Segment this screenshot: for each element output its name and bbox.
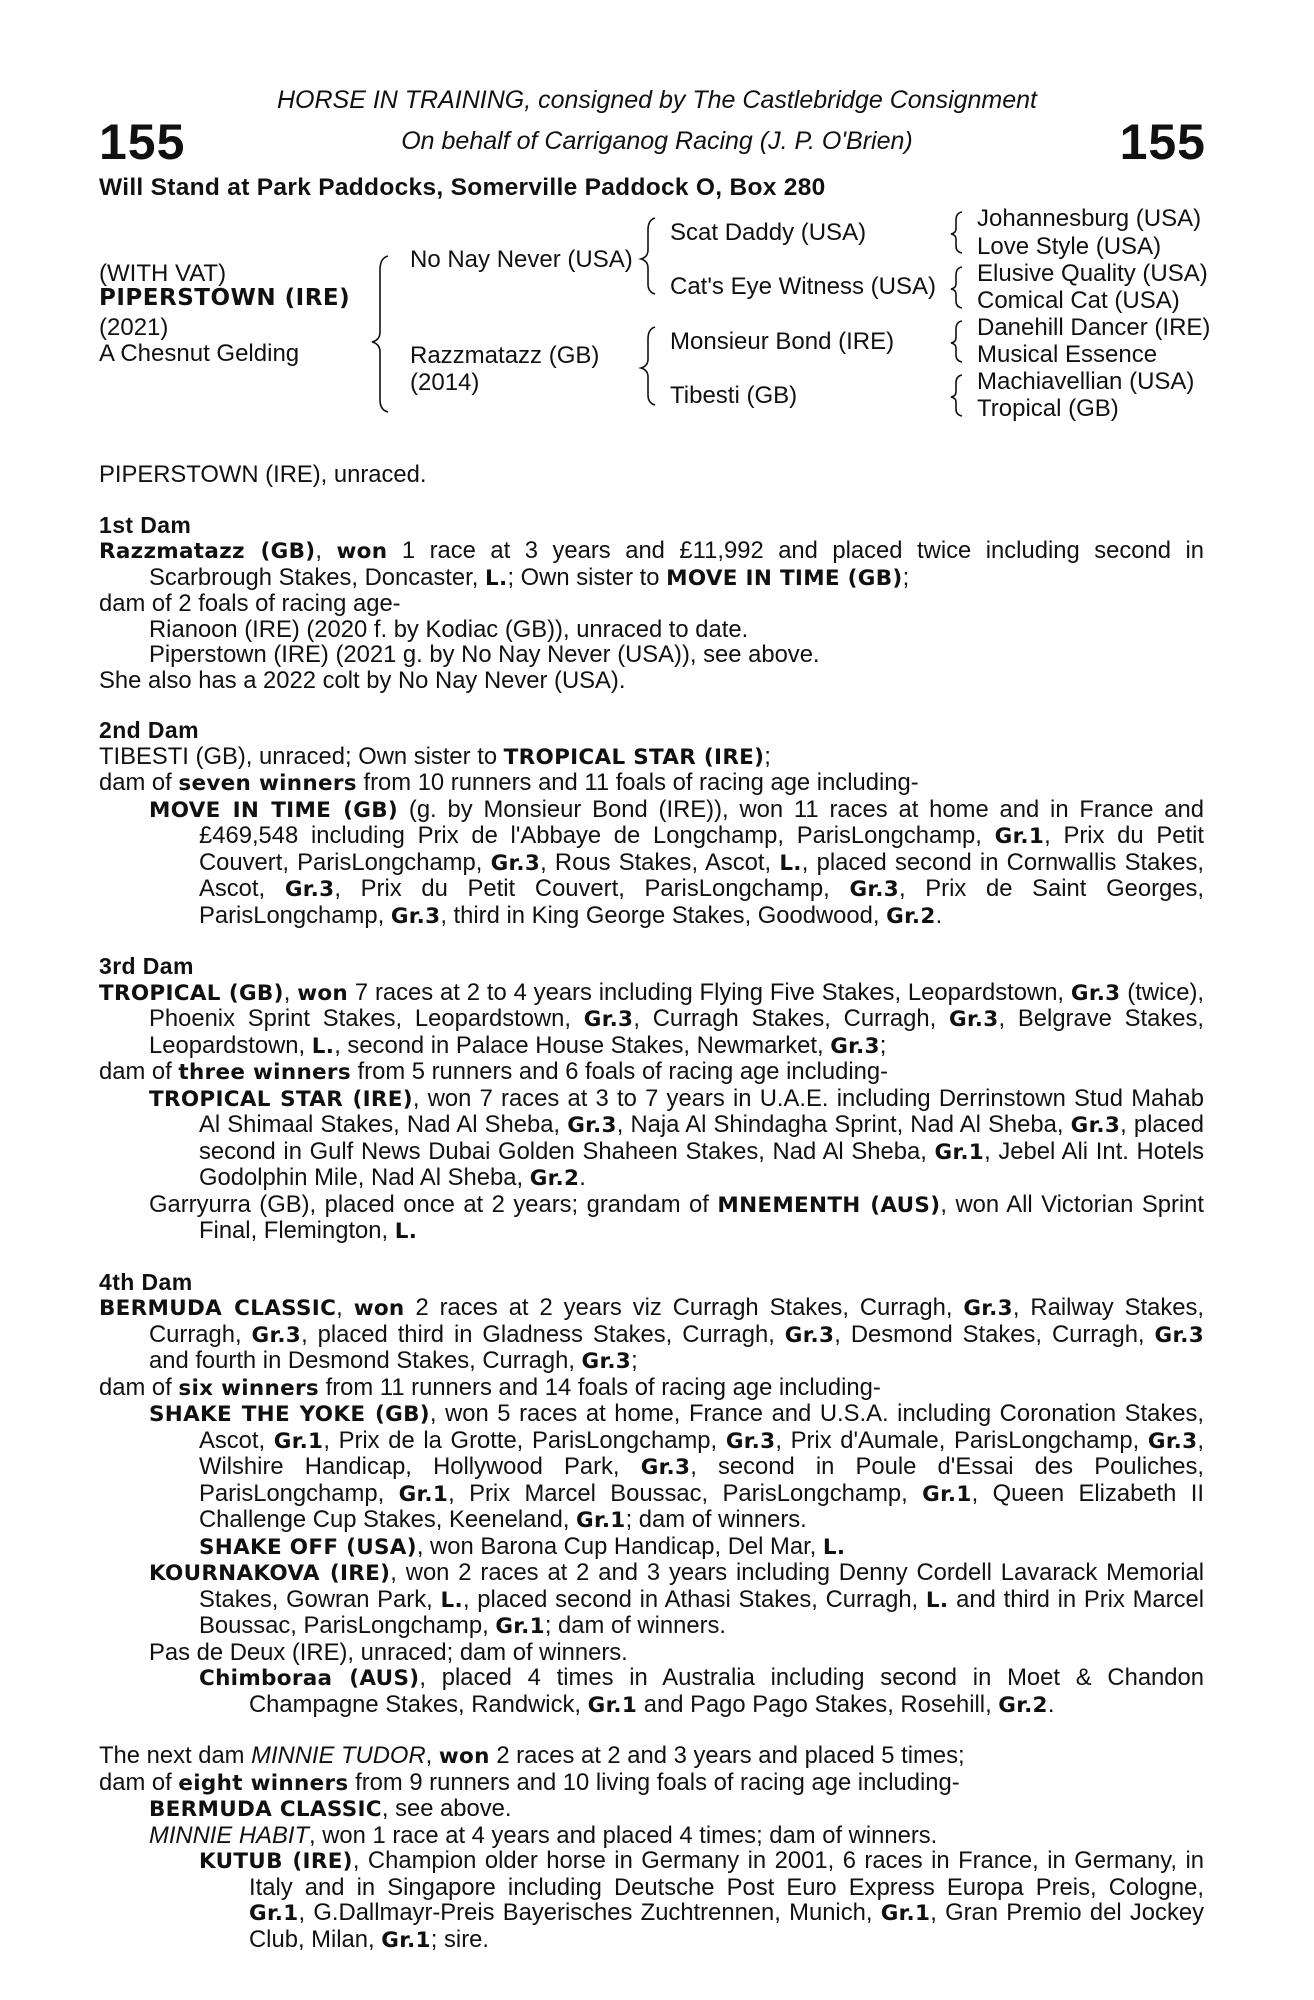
sire-dam: Cat's Eye Witness (USA) <box>670 273 936 300</box>
dam1-foal-2: Piperstown (IRE) (2021 g. by No Nay Never (USA)), see above. <box>149 641 820 668</box>
chimboraa-entry: Chimboraa (AUS), placed 4 times in Australia including second in Moet & Chandon Champagne Stakes, Randwick, Gr.1 and Pago Pago Stakes, Rosehill, Gr.2. <box>199 1664 1204 1718</box>
dam2-produce: dam of seven winners from 10 runners and 11 foals of racing age including- <box>99 769 919 796</box>
shake-off-entry: SHAKE OFF (USA), won Barona Cup Handicap, Del Mar, L. <box>199 1532 846 1560</box>
next-dam-record: The next dam MINNIE TUDOR, won 2 races at 2 and 3 years and placed 5 times; <box>99 1742 965 1769</box>
dam2-heading: 2nd Dam <box>99 717 199 743</box>
dam4-heading: 4th Dam <box>99 1268 193 1295</box>
dam1-colt: She also has a 2022 colt by No Nay Never (USA). <box>99 666 626 694</box>
dam4-produce: dam of six winners from 11 runners and 14 foals of racing age including- <box>99 1373 881 1401</box>
dam4-record: BERMUDA CLASSIC, won 2 races at 2 years viz Curragh Stakes, Curragh, Gr.3, Railway Stakes, Curragh, Gr.3, placed third in Gladness Stakes, Curragh, Gr.3, Desmond Stakes, Curragh, Gr.3 and fourth in Desmond Stakes, Curragh, Gr.3; <box>99 1294 1205 1374</box>
consignor-line: HORSE IN TRAINING, consigned by The Castlebridge Consignment <box>276 86 1038 114</box>
dam3-produce: dam of three winners from 5 runners and 6 foals of racing age including- <box>99 1058 888 1085</box>
pas-de-deux-entry: Pas de Deux (IRE), unraced; dam of winners. <box>149 1638 628 1666</box>
summary: PIPERSTOWN (IRE), unraced. <box>99 461 427 488</box>
dam1-foals: dam of 2 foals of racing age- <box>99 590 401 617</box>
lot-number-left: 155 <box>99 114 186 170</box>
horse-description: A Chesnut Gelding <box>99 340 300 367</box>
ss-sire: Johannesburg (USA) <box>977 205 1202 232</box>
dam-dam: Tibesti (GB) <box>670 382 798 409</box>
minnie-habit-entry: MINNIE HABIT, won 1 race at 4 years and placed 4 times; dam of winners. <box>149 1821 938 1849</box>
dd-sire: Machiavellian (USA) <box>977 368 1195 395</box>
kournakova-entry: KOURNAKOVA (IRE), won 2 races at 2 and 3 years including Denny Cordell Lavarack Memorial Stakes, Gowran Park, L., placed second in Athasi Stakes, Curragh, L. and third in Prix Marcel Boussac, ParisLongchamp, Gr.1; dam of winners. <box>149 1559 1205 1639</box>
lot-number-right: 155 <box>1119 114 1206 170</box>
dam2-record: TIBESTI (GB), unraced; Own sister to TROPICAL STAR (IRE); <box>99 742 771 770</box>
dam1-foal-1: Rianoon (IRE) (2020 f. by Kodiac (GB)), unraced to date. <box>149 615 749 643</box>
ds-sire: Danehill Dancer (IRE) <box>977 314 1211 341</box>
sire: No Nay Never (USA) <box>410 246 633 273</box>
move-in-time-entry: MOVE IN TIME (GB) (g. by Monsieur Bond (IRE)), won 11 races at home and in France and £469,548 including Prix de l'Abbaye de Longchamp, ParisLongchamp, Gr.1, Prix du Petit Couvert, ParisLongchamp, Gr.3, Rous Stakes, Ascot, L., placed second in Cornwallis Stakes, Ascot, Gr.3, Prix du Petit Couvert, ParisLongchamp, Gr.3, Prix de Saint Georges, ParisLongchamp, Gr.3, third in King George Stakes, Goodwood, Gr.2. <box>149 795 1204 929</box>
dam3-record: TROPICAL (GB), won 7 races at 2 to 4 years including Flying Five Stakes, Leopardstown, Gr.3 (twice), Phoenix Sprint Stakes, Leopardstown, Gr.3, Curragh Stakes, Curragh, Gr.3, Belgrave Stakes, Leopardstown, L., second in Palace House Stakes, Newmarket, Gr.3; <box>99 978 1205 1059</box>
next-dam-produce: dam of eight winners from 9 runners and 10 living foals of racing age including- <box>99 1768 960 1796</box>
dam-year: (2014) <box>410 369 480 396</box>
shake-the-yoke-entry: SHAKE THE YOKE (GB), won 5 races at home, France and U.S.A. including Coronation Stakes, Ascot, Gr.1, Prix de la Grotte, ParisLongchamp, Gr.3, Prix d'Aumale, ParisLongchamp, Gr.3, Wilshire Handicap, Hollywood Park, Gr.3, second in Poule d'Essai des Pouliches, ParisLongchamp, Gr.1, Prix Marcel Boussac, ParisLongchamp, Gr.1, Queen Elizabeth II Challenge Cup Stakes, Keeneland, Gr.1; dam of winners. <box>149 1400 1205 1533</box>
dam1-heading: 1st Dam <box>99 511 192 538</box>
catalogue-body <box>99 462 1204 1953</box>
horse-year: (2021) <box>99 314 169 341</box>
tropical-star-entry: TROPICAL STAR (IRE), won 7 races at 3 to 7 years in U.A.E. including Derrinstown Stud Mahab Al Shimaal Stakes, Nad Al Sheba, Gr.3, Naja Al Shindagha Sprint, Nad Al Sheba, Gr.3, placed second in Gulf News Dubai Golden Shaheen Stakes, Nad Al Sheba, Gr.1, Jebel Ali Int. Hotels Godolphin Mile, Nad Al Sheba, Gr.2. <box>149 1084 1205 1191</box>
ss-dam: Love Style (USA) <box>977 233 1162 260</box>
sd-sire: Elusive Quality (USA) <box>977 260 1208 287</box>
sire-sire: Scat Daddy (USA) <box>670 219 867 246</box>
dam3-heading: 3rd Dam <box>99 953 194 979</box>
vat-label: (WITH VAT) <box>99 260 227 287</box>
bermuda-classic-ref: BERMUDA CLASSIC, see above. <box>149 1795 512 1822</box>
dam: Razzmatazz (GB) <box>410 342 600 369</box>
ds-dam: Musical Essence <box>977 341 1158 368</box>
kutub-entry: KUTUB (IRE), Champion older horse in Germany in 2001, 6 races in France, in Germany, in Italy and in Singapore including Deutsche Post Euro Express Europa Preis, Cologne, Gr.1, G.Dallmayr-Preis Bayerisches Zuchtrennen, Munich, Gr.1, Gran Premio del Jockey Club, Milan, Gr.1; sire. <box>199 1847 1204 1953</box>
garryurra-entry: Garryurra (GB), placed once at 2 years; grandam of MNEMENTH (AUS), won All Victorian Sprint Final, Flemington, L. <box>149 1190 1204 1244</box>
stand-location: Will Stand at Park Paddocks, Somerville Paddock O, Box 280 <box>99 174 826 201</box>
on-behalf-line: On behalf of Carriganog Racing (J. P. O'Brien) <box>401 127 913 155</box>
dam-sire: Monsieur Bond (IRE) <box>670 328 895 355</box>
dam1-record: Razzmatazz (GB), won 1 race at 3 years and £11,992 and placed twice including second in Scarbrough Stakes, Doncaster, L.; Own sister to MOVE IN TIME (GB); <box>99 537 1204 591</box>
dd-dam: Tropical (GB) <box>977 395 1119 422</box>
sd-dam: Comical Cat (USA) <box>977 287 1180 314</box>
horse-name: PIPERSTOWN (IRE) <box>99 285 351 311</box>
